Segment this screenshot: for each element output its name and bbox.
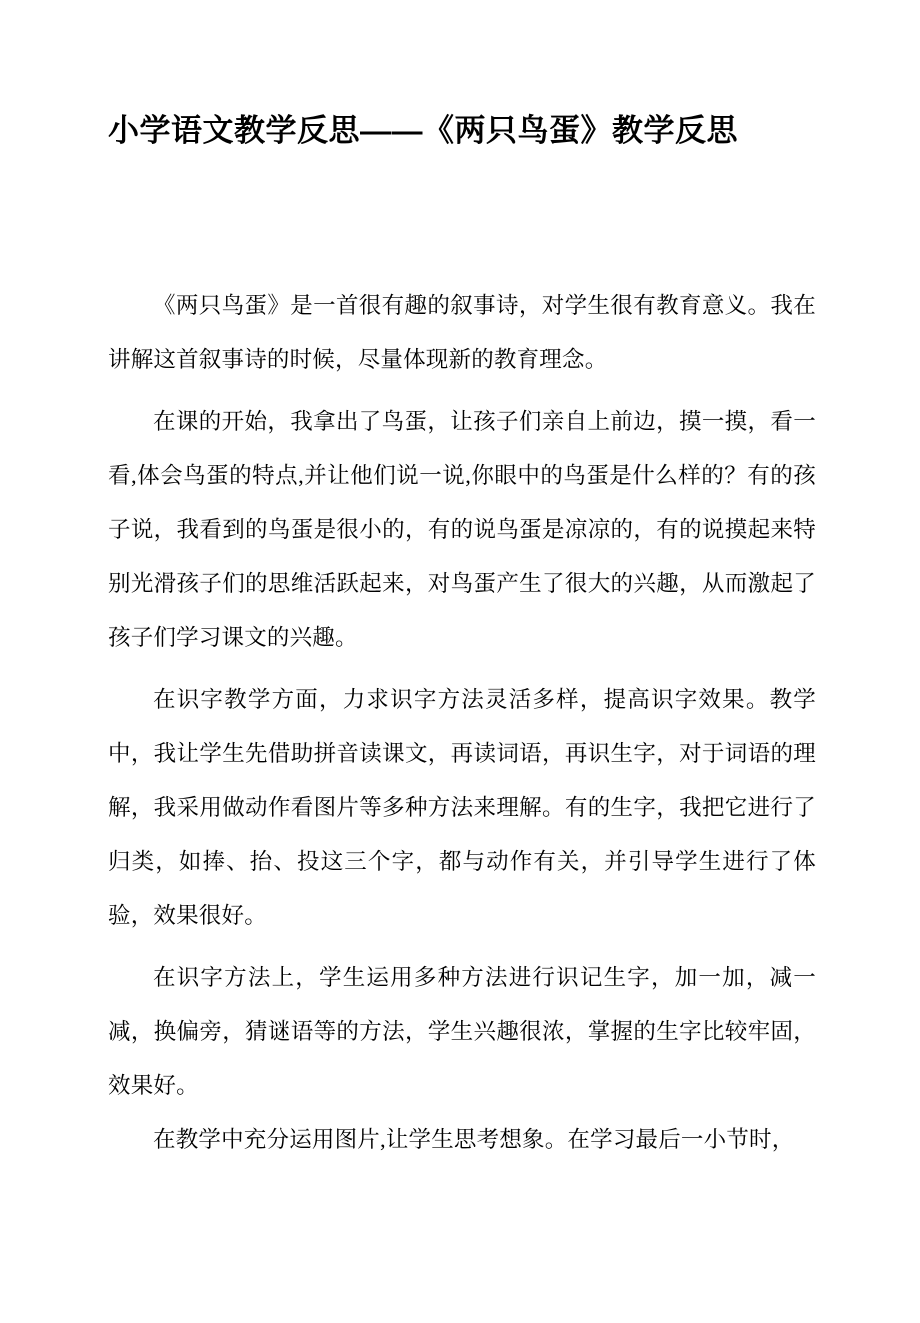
paragraph-clip-region (108, 1113, 816, 1323)
document-body (108, 0, 816, 1323)
paragraph: 在教学中充分运用图片,让学生思考想象。在学习最后一小节时， (153, 1127, 795, 1153)
title-spacer (108, 149, 816, 279)
paragraph: 在课的开始，我拿出了鸟蛋，让孩子们亲自上前边，摸一摸，看一看,体会鸟蛋的特点,并让他们说一说,你眼中的鸟蛋是什么样的？有的孩子说，我看到的鸟蛋是很小的，有的说鸟蛋是凉凉的，有的说摸起来特别光滑孩子们的思维活跃起来，对鸟蛋产生了很大的兴趣，从而激起了孩子们学习课文的兴趣。 (108, 409, 816, 651)
paragraph: 在识字教学方面，力求识字方法灵活多样，提高识字效果。教学中，我让学生先借助拼音读课文，再读词语，再识生字，对于词语的理解，我采用做动作看图片等多种方法来理解。有的生字，我把它进行了归类，如捧、抬、投这三个字，都与动作有关，并引导学生进行了体验，效果很好。 (108, 687, 816, 929)
paragraph: 在识字方法上，学生运用多种方法进行识记生字，加一加，减一减，换偏旁，猜谜语等的方法，学生兴趣很浓，掌握的生字比较牢固，效果好。 (108, 965, 816, 1099)
paragraph: 《两只鸟蛋》是一首很有趣的叙事诗，对学生很有教育意义。我在讲解这首叙事诗的时候，尽量体现新的教育理念。 (108, 293, 816, 373)
page-title: 小学语文教学反思——《两只鸟蛋》教学反思 (108, 113, 738, 148)
